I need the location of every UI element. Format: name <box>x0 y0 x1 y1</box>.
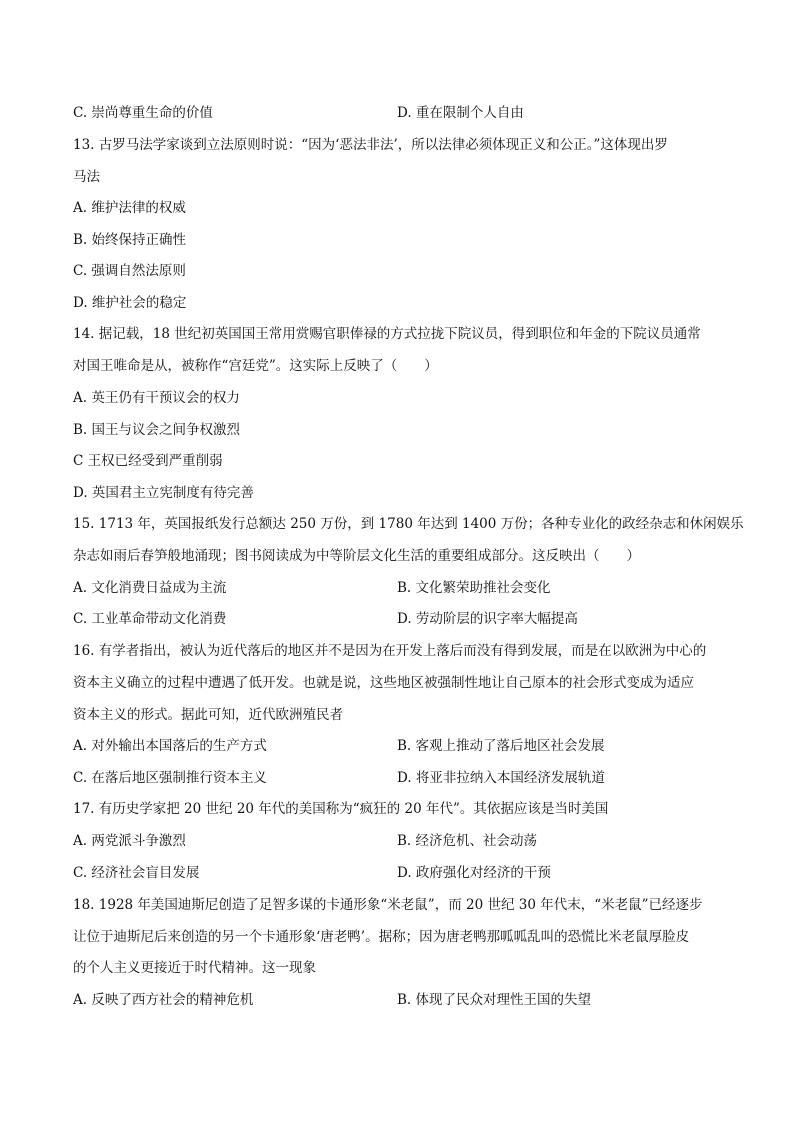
q16-option-a: A. 对外输出本国落后的生产方式 <box>73 738 267 754</box>
q12-option-c: C. 崇尚尊重生命的价值 <box>73 105 213 121</box>
q15-option-d: D. 劳动阶层的识字率大幅提高 <box>397 611 578 627</box>
q17-option-a: A. 两党派斗争激烈 <box>73 833 186 849</box>
q18-stem-line-2: 让位于迪斯尼后来创造的另一个卡通形象‘唐老鸭’。据称；因为唐老鸭那呱呱乱叫的恐慌比米老鼠厚脸皮 <box>73 929 690 945</box>
q15-stem-line-1: 15. 1713 年，英国报纸发行总额达 250 万份，到 1780 年达到 1400 万份；各种专业化的政经杂志和休闲娱乐 <box>73 516 744 532</box>
q13-stem-line-2: 马法 <box>73 169 100 185</box>
q18-stem-line-3: 的个人主义更接近于时代精神。这一现象 <box>73 960 316 976</box>
q13-stem-line-1: 13. 古罗马法学家谈到立法原则时说：“因为‘恶法非法’，所以法律必须体现正义和公正。”这体现出罗 <box>73 137 668 153</box>
q13-option-c: C. 强调自然法原则 <box>73 263 186 279</box>
q16-stem-line-3: 资本主义的形式。据此可知，近代欧洲殖民者 <box>73 707 343 723</box>
q14-option-d: D. 英国君主立宪制度有待完善 <box>73 485 254 501</box>
q14-option-c: C 王权已经受到严重削弱 <box>73 453 223 469</box>
q17-stem: 17. 有历史学家把 20 世纪 20 年代的美国称为“疯狂的 20 年代”。其依据应该是当时美国 <box>73 801 609 817</box>
q14-option-b: B. 国王与议会之间争权激烈 <box>73 422 241 438</box>
q13-option-d: D. 维护社会的稳定 <box>73 295 187 311</box>
q12-option-d: D. 重在限制个人自由 <box>397 105 524 121</box>
q18-option-a: A. 反映了西方社会的精神危机 <box>73 992 254 1008</box>
q14-stem-line-2: 对国王唯命是从，被称作“宫廷党”。这实际上反映了（ ） <box>73 358 438 374</box>
q15-option-b: B. 文化繁荣助推社会变化 <box>397 580 551 596</box>
q13-option-a: A. 维护法律的权威 <box>73 200 186 216</box>
q18-option-b: B. 体现了民众对理性王国的失望 <box>397 992 592 1008</box>
q15-option-a: A. 文化消费日益成为主流 <box>73 580 227 596</box>
q16-stem-line-1: 16. 有学者指出，被认为近代落后的地区并不是因为在开发上落后而没有得到发展，而是在以欧洲为中心的 <box>73 643 707 659</box>
q16-stem-line-2: 资本主义确立的过程中遭遇了低开发。也就是说，这些地区被强制性地让自己原本的社会形式变成为适应 <box>73 675 694 691</box>
q14-option-a: A. 英王仍有干预议会的权力 <box>73 390 240 406</box>
q17-option-d: D. 政府强化对经济的干预 <box>397 865 551 881</box>
q16-option-c: C. 在落后地区强制推行资本主义 <box>73 770 267 786</box>
q13-option-b: B. 始终保持正确性 <box>73 232 187 248</box>
q16-option-d: D. 将亚非拉纳入本国经济发展轨道 <box>397 770 605 786</box>
q15-option-c: C. 工业革命带动文化消费 <box>73 611 227 627</box>
q14-stem-line-1: 14. 据记载，18 世纪初英国国王常用赏赐官职俸禄的方式拉拢下院议员，得到职位和年金的下院议员通常 <box>73 326 701 342</box>
q17-option-c: C. 经济社会盲目发展 <box>73 865 200 881</box>
q17-option-b: B. 经济危机、社会动荡 <box>397 833 538 849</box>
q16-option-b: B. 客观上推动了落后地区社会发展 <box>397 738 605 754</box>
q18-stem-line-1: 18. 1928 年美国迪斯尼创造了足智多谋的卡通形象“米老鼠”，而 20 世纪 30 年代末，“米老鼠”已经逐步 <box>73 897 703 913</box>
q15-stem-line-2: 杂志如雨后春笋般地涌现；图书阅读成为中等阶层文化生活的重要组成部分。这反映出（ ） <box>73 548 640 564</box>
